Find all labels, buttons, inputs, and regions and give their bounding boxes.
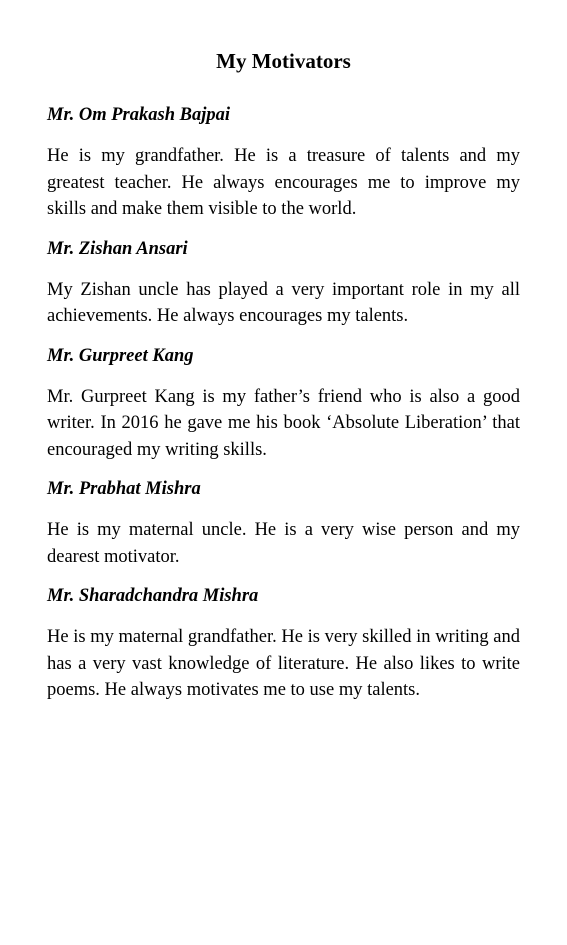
entry-text: He is my maternal uncle. He is a very wise person and my dearest motivator. [47, 520, 520, 567]
entry-sharadchandra-mishra [47, 584, 520, 704]
entry-text: He is my maternal grandfather. He is very skilled in writing and has a very vast knowledge of literature. He also likes to write poems. He always motivates me to use my talents. [47, 627, 520, 700]
entry-gurpreet-kang [47, 344, 520, 464]
entry-name: Mr. Sharadchandra Mishra [47, 586, 259, 606]
entry-text: He is my grandfather. He is a treasure of talents and my greatest teacher. He always encourages me to improve my skills and make them visible to the world. [47, 146, 520, 219]
page-title: My Motivators [216, 49, 351, 73]
entry-prabhat-mishra [47, 477, 520, 570]
entry-name: Mr. Prabhat Mishra [47, 479, 201, 499]
entry-name: Mr. Gurpreet Kang [47, 345, 194, 366]
entry-name: Mr. Zishan Ansari [47, 238, 188, 259]
entry-text: My Zishan uncle has played a very important role in my all achievements. He always encourages my talents. [47, 279, 520, 326]
entry-zishan-ansari [47, 237, 520, 330]
entry-om-prakash-bajpai [47, 103, 520, 223]
entry-text: Mr. Gurpreet Kang is my father’s friend who is also a good writer. In 2016 he gave me his book ‘Absolute Liberation’ that encouraged my writing skills. [47, 386, 520, 460]
entry-name: Mr. Om Prakash Bajpai [47, 105, 230, 125]
